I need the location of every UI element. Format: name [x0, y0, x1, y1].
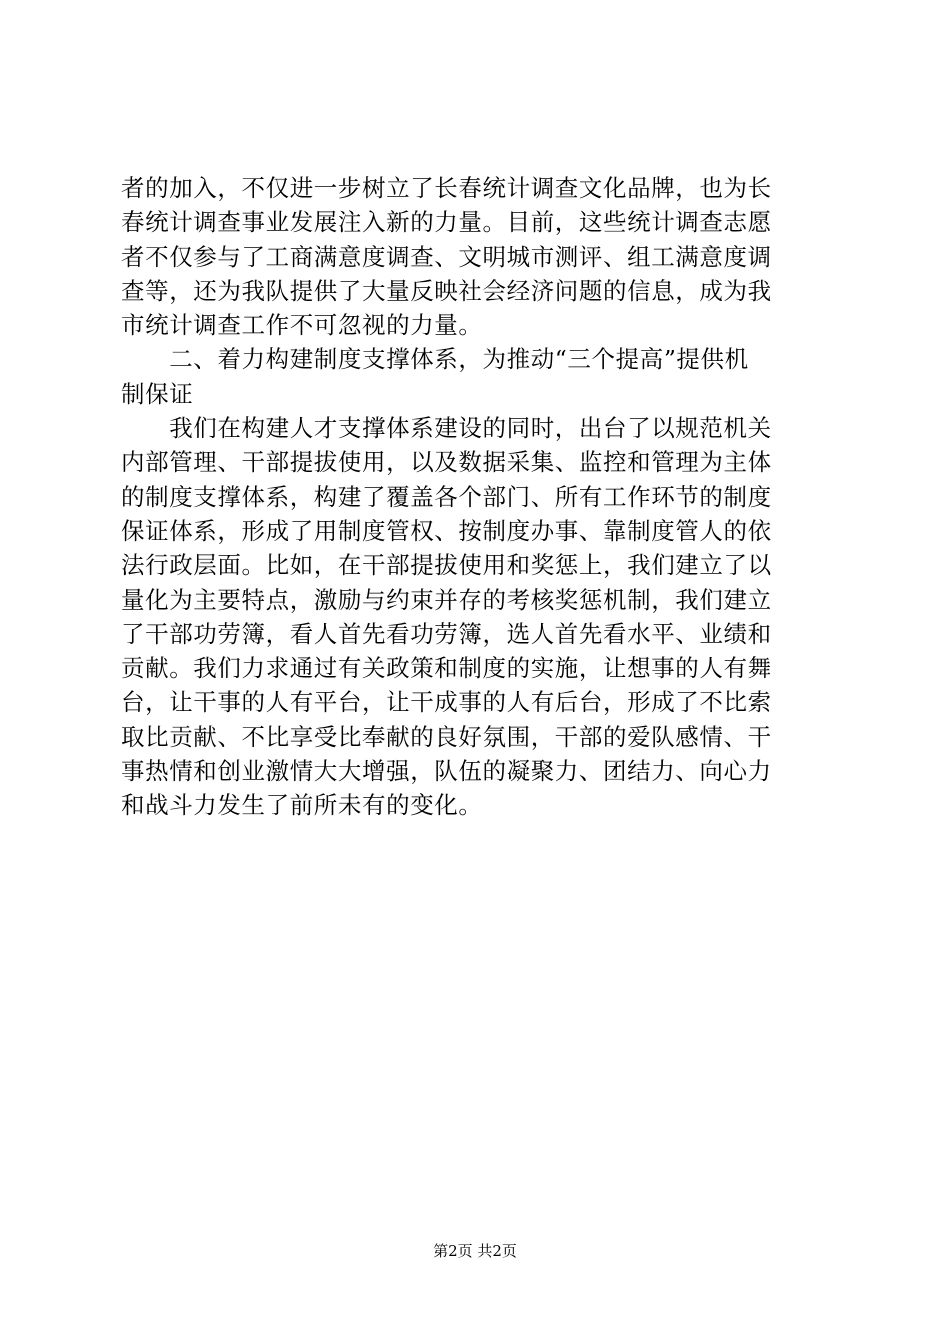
text-line: 内部管理、干部提拔使用，以及数据采集、监控和管理为主体	[121, 448, 772, 477]
text-line: 春统计调查事业发展注入新的力量。目前，这些统计调查志愿	[121, 208, 772, 237]
text-line: 贡献。我们力求通过有关政策和制度的实施，让想事的人有舞	[121, 654, 772, 683]
text-line: 法行政层面。比如，在干部提拔使用和奖惩上，我们建立了以	[121, 551, 772, 580]
page-footer	[0, 1240, 950, 1261]
body-text	[121, 171, 841, 823]
text-line: 取比贡献、不比享受比奉献的良好氛围，干部的爱队感情、干	[121, 722, 772, 751]
text-line: 查等，还为我队提供了大量反映社会经济问题的信息，成为我	[121, 276, 772, 305]
text-line: 我们在构建人才支撑体系建设的同时，出台了以规范机关	[121, 414, 772, 443]
section-heading-line: 二、着力构建制度支撑体系，为推动“三个提高”提供机	[121, 345, 749, 374]
text-line: 市统计调查工作不可忽视的力量。	[121, 311, 483, 340]
text-line: 者不仅参与了工商满意度调查、文明城市测评、组工满意度调	[121, 242, 772, 271]
text-line: 台，让干事的人有平台，让干成事的人有后台，形成了不比索	[121, 688, 772, 717]
text-line: 的制度支撑体系，构建了覆盖各个部门、所有工作环节的制度	[121, 482, 772, 511]
text-line: 保证体系，形成了用制度管权、按制度办事、靠制度管人的依	[121, 516, 772, 545]
text-line: 了干部功劳簿，看人首先看功劳簿，选人首先看水平、业绩和	[121, 619, 772, 648]
text-line: 事热情和创业激情大大增强，队伍的凝聚力、团结力、向心力	[121, 757, 772, 786]
page-number: 第2页 共2页	[433, 1242, 517, 1260]
text-line: 量化为主要特点，激励与约束并存的考核奖惩机制，我们建立	[121, 585, 772, 614]
text-line: 和战斗力发生了前所未有的变化。	[121, 791, 483, 820]
text-line: 者的加入，不仅进一步树立了长春统计调查文化品牌，也为长	[121, 174, 772, 202]
section-heading-line: 制保证	[121, 379, 194, 408]
